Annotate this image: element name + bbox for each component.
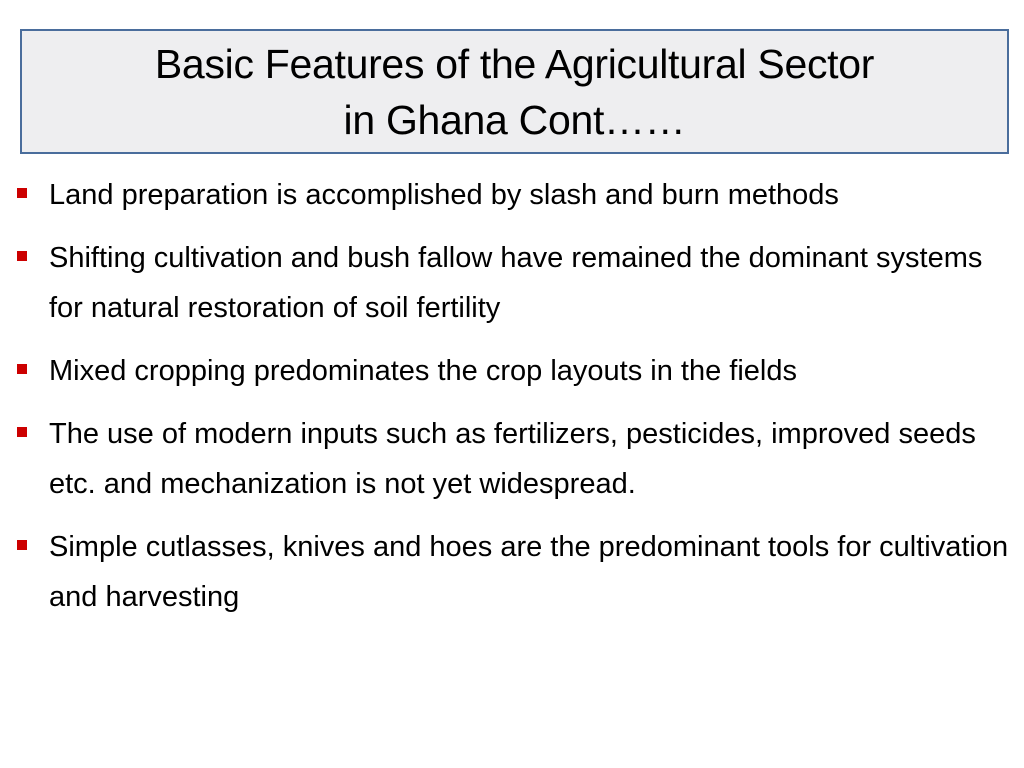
bullet-item (12, 409, 1016, 509)
square-bullet-icon (17, 364, 27, 374)
square-bullet-icon (17, 427, 27, 437)
title-line-1: Basic Features of the Agricultural Sector (154, 40, 875, 87)
bullet-item (12, 346, 1016, 396)
bullet-item (12, 233, 1016, 333)
bullet-text: Mixed cropping predominates the crop layouts in the fields (49, 355, 797, 387)
title-line-2: in Ghana Cont…… (343, 96, 686, 143)
bullet-item (12, 522, 1016, 622)
bullet-text: Shifting cultivation and bush fallow have remained the dominant systems for natural restoration of soil fertility (49, 242, 983, 324)
slide-title (155, 36, 874, 148)
square-bullet-icon (17, 188, 27, 198)
bullet-item (12, 170, 1016, 220)
bullet-list (12, 170, 1016, 635)
square-bullet-icon (17, 251, 27, 261)
bullet-text: Simple cutlasses, knives and hoes are the predominant tools for cultivation and harvesting (49, 531, 1009, 613)
title-box (20, 29, 1009, 154)
bullet-text: The use of modern inputs such as fertilizers, pesticides, improved seeds etc. and mechanization is not yet widespread. (49, 418, 976, 500)
square-bullet-icon (17, 540, 27, 550)
bullet-text: Land preparation is accomplished by slash and burn methods (49, 179, 839, 211)
